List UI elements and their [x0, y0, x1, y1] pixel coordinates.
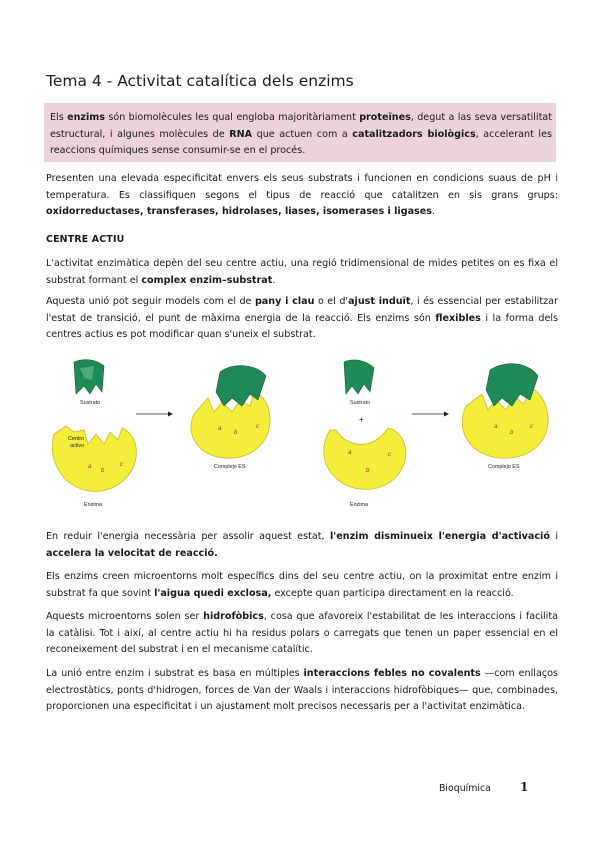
- svg-text:c: c: [256, 424, 259, 430]
- substrate-label-2: Sustrato: [350, 400, 371, 406]
- paragraph-weak-interactions: La unió entre enzim i substrat es basa en múltiples interaccions febles no covalents —com enllaços electrostàtics, ponts d'hidrogen, forces de Van der Waals i interaccions hidrofòbiques— que, combinades, proporcionen una especificitat i un ajustament molt precisos necessaris per a l'activitat enzimàtica.: [46, 668, 558, 713]
- svg-text:c: c: [530, 424, 533, 430]
- footer-subject: Bioquímica: [439, 783, 491, 794]
- induced-fit-model: [324, 360, 548, 508]
- svg-text:a: a: [348, 450, 352, 456]
- lock-and-key-model: [52, 360, 270, 508]
- complex-label: Complejo ES: [214, 464, 246, 470]
- paragraph-microenvironments: Els enzims creen microentorns molt específics dins del seu centre actiu, on la proximitat entre enzim i substrat fa que sovint l'aigua quedi exclosa, excepte quan participa directament en la reacció.: [46, 571, 558, 599]
- section-heading: CENTRE ACTIU: [46, 234, 125, 245]
- active-site-label-1: Centro: [68, 436, 85, 442]
- enzyme-models-figure: [44, 356, 560, 516]
- paragraph-classification: Presenten una elevada especificitat envers els seus substrats i funcionen en condicions suaus de pH i temperatura. Es classifiquen segons el tipus de reacció que catalitzen en sis grans grups: oxidorreductases, transferases, hidrolases, liases, isomerases i ligases.: [46, 173, 558, 218]
- svg-text:c: c: [388, 452, 391, 458]
- substrate-shape-2: [344, 360, 374, 394]
- svg-text:a: a: [494, 424, 498, 430]
- site-b-label: b: [101, 468, 105, 474]
- page-title: Tema 4 - Activitat catalítica dels enzims: [46, 72, 354, 90]
- site-c-label: c: [120, 462, 123, 468]
- svg-text:b: b: [234, 430, 238, 436]
- complex-substrate-shape-2: [486, 364, 538, 406]
- enzyme-label-2: Enzima: [350, 502, 368, 508]
- site-a-label: a: [88, 464, 92, 470]
- plus-sign: +: [359, 415, 364, 424]
- complex-label-2: Complejo ES: [488, 464, 520, 470]
- page-number: 1: [520, 780, 529, 794]
- svg-text:b: b: [510, 430, 514, 436]
- paragraph-active-site: L'activitat enzimàtica depèn del seu centre actiu, una regió tridimensional de mides petites on es fixa el substrat formant el complex enzim–substrat.: [46, 258, 558, 286]
- svg-text:a: a: [218, 426, 222, 432]
- active-site-label-2: activo: [70, 443, 85, 449]
- enzyme-shape: [52, 426, 136, 491]
- paragraph-activation-energy: En reduir l'energia necessària per assolir aquest estat, l'enzim disminueix l'energia d'activació i accelera la velocitat de reacció.: [46, 531, 559, 559]
- enzyme-label: Enzima: [84, 502, 102, 508]
- svg-text:b: b: [366, 468, 370, 474]
- definition-callout: Els enzims són biomolècules les qual engloba majoritàriament proteïnes, degut a las seva versatilitat estructural, i algunes molècules de RNA que actuen com a catalitzadors biològics, accelerant les reaccions químiques sense consumir-se en el procés.: [44, 103, 556, 162]
- substrate-label: Sustrato: [80, 400, 101, 406]
- enzyme-shape-2: [324, 428, 406, 489]
- paragraph-hydrophobic: Aquests microentorns solen ser hidrofòbics, cosa que afavoreix l'estabilitat de les interaccions i facilita la catàlisi. Tot i així, al centre actiu hi ha residus polars o carregats que tenen un paper essencial en el reconeixement del substrat i en el mecanisme catalític.: [46, 611, 558, 656]
- paragraph-binding-models: Aquesta unió pot seguir models com el de pany i clau o el d'ajust induït, i és essencial per estabilitzar l'estat de transició, el punt de màxima energia de la reacció. Els enzims són flexibles i la forma dels centres actius es pot modificar quan s'uneix el substrat.: [46, 296, 559, 341]
